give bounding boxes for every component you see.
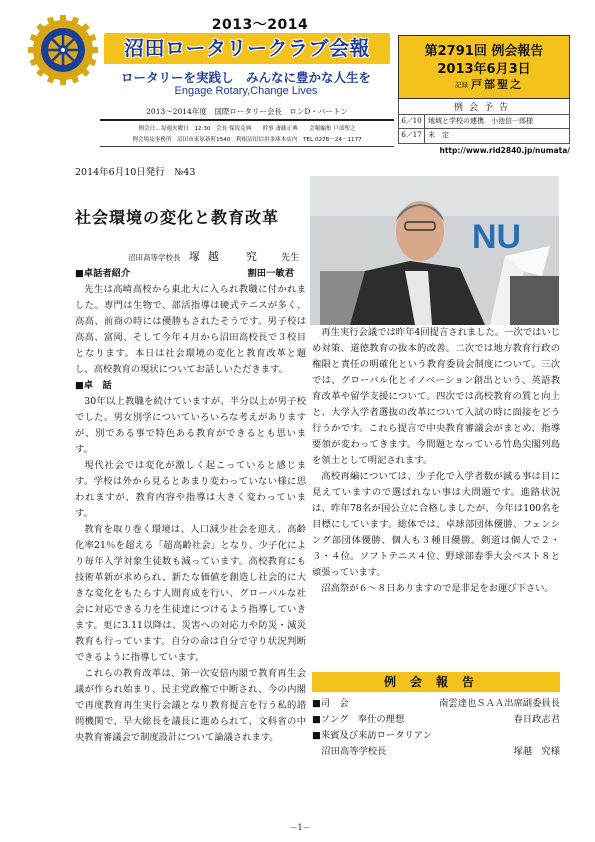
speaker-suffix: 先生	[281, 253, 300, 263]
talk-paragraph: 再生実行会議では昨年4回提言されました。一次ではいじめ対策、道徳教育の抜本的改善。二次では地方教育行政の権限と責任の明確化という教育委員会制度について。三次では、グローバル化とイノベーション創出という、英語教育改革や留学支援について。四次では高校教育の質と向上と、大学入学者選抜の改革について入試の時に面接をどう行うかです。これら提言で中央教育審議会がまとめ、指導要領が変わってきます。今問題となっている竹島尖閣列島を領土として明記されます。	[312, 327, 560, 466]
schedule-row: 6／17 未 定	[399, 129, 569, 143]
talk-paragraph: 現代社会では変化が激しく起こっていると感じます。学校は外から見るとあまり変わっていない様に思われますが、教育内容や指導は大きく変わっています。	[75, 460, 306, 519]
talk-heading: ■卓 話	[75, 380, 112, 391]
tagline-japanese: ロータリーを実践し みんなに豊かな人生を	[120, 70, 371, 85]
report-box	[398, 35, 570, 99]
meeting-schedule	[398, 99, 570, 144]
issue-line: 2014年6月10日発行 №43	[75, 167, 196, 178]
header-divider	[100, 119, 394, 121]
talk-paragraph: 教育を取り巻く環境は、人口減少社会を迎え、高齢化率21％を超える「超高齢社会」となり、少子化により毎年入学対象生徒数も減っています。高校教育にも技術革新が求められ、新たな価値を創造し社会的に大きな変化をもたらす人間育成を行い、グローバルな社会に対応できる力を生徒達につけるよう指導していきます。更に3.11以降は、災害への対応力や防災・減災教育も行っています。自分の命は自分で守り状況判断できるように指導しています。	[75, 524, 306, 663]
talk-paragraph: 高校再編については、少子化で入学者数が減る事は目に見えていますので選ばれない事は大問題です。進路状況は、昨年78名が国公立に合格しましたが、今年は100名を目標にしています。総体では、卓球部団体優勝、フェンシング部団体優勝、個人も３種目優勝。剣道は個人で２・３・４位。ソフトテニス４位、野球部春季大会ベスト８と頑張っています。	[312, 471, 560, 578]
talk-paragraph: 沼高祭が６～８日ありますので是非足をお運び下さい。	[321, 583, 554, 594]
intro-heading: ■卓話者紹介 割田一敏君	[75, 266, 306, 282]
info-divider	[100, 146, 394, 147]
svg-text:NU: NU	[472, 218, 522, 256]
governor-line: 2013～2014年度 国際ロータリー会長 ロンD・バートン	[146, 107, 348, 116]
speaker-name: 塚越 究	[188, 250, 265, 263]
recorder-label: 記録	[455, 81, 468, 89]
meeting-report-heading: 例会報告	[312, 672, 560, 692]
report-number: 第2791回 例会報告	[424, 44, 544, 59]
speaker-photo	[310, 176, 559, 325]
talk-paragraph: これらの教育改革は、第一次安倍内閣で教育再生会議が作られ始まり、民主党政権で中断され、今の内閣で再度教育再生実行会議となり教育提言を行う私的諮問機関で、早大総長を議長に進められて、文科省の中央教育審議会で制度設計について論議されます。	[75, 668, 306, 743]
meeting-report-item: ■司 会 南雲達也ＳＡＡ出席副委員長	[312, 698, 560, 709]
club-name-banner: 沼田ロータリークラブ会報	[104, 33, 390, 64]
rotary-logo	[28, 15, 98, 85]
report-date: 2013年6月3日	[437, 62, 531, 77]
tagline-english: Engage Rotary,Change Lives	[174, 85, 318, 97]
recorder-name: 戸部聖之	[471, 78, 523, 91]
club-url[interactable]: http://www.rid2840.jp/numata/	[439, 146, 570, 155]
fiscal-years: 2013～2014	[211, 17, 309, 33]
article-title: 社会環境の変化と教育改革	[75, 208, 280, 227]
meeting-report-item: ■ソング 奉仕の理想 春日政志君	[312, 714, 560, 725]
page-number: －1－	[289, 823, 311, 832]
meeting-report-item: 沼田高等学校長 塚越 究様	[312, 746, 560, 757]
office-info: 例会場及事務所 沼田市東原新町1540 利根沼田信用金庫本店内 TEL 0278－24－1177	[132, 137, 362, 143]
article-right-column	[312, 325, 560, 597]
schedule-row: 6／10 地域と学校の連携 小池信一郎様	[399, 115, 569, 129]
intro-presenter: 割田一敏君	[247, 268, 294, 279]
meeting-info: 例会日…毎週火曜日 12:30 会長 保坂克典 幹事 斎藤正典 会報編集 戸部聖之	[138, 126, 356, 132]
intro-paragraph: 先生は高崎高校から東北大に入られ教職に付かれました。専門は生物で、部活指導は硬式テニスが多く、高高、前商の時には優勝もされたそうです。男子校は高高、富岡、そして今年４月から沼田高校長で３校目となります。本日は社会環境の変化と教育改革と題し、高校教育の現状についてお話しいただきます。	[75, 284, 306, 375]
article-left-column	[75, 266, 306, 746]
talk-paragraph: 30年以上教職を続けていますが、半分以上が男子校でした。男女別学についていろいろな考えがありますが、別である事で特色ある教育ができるとも思います。	[75, 396, 306, 455]
speaker-line	[128, 248, 308, 264]
schedule-heading: 例会予告	[399, 99, 569, 115]
meeting-report-item: ■来賓及び来訪ロータリアン	[312, 730, 432, 741]
speaker-affiliation: 沼田高等学校長	[128, 253, 181, 262]
